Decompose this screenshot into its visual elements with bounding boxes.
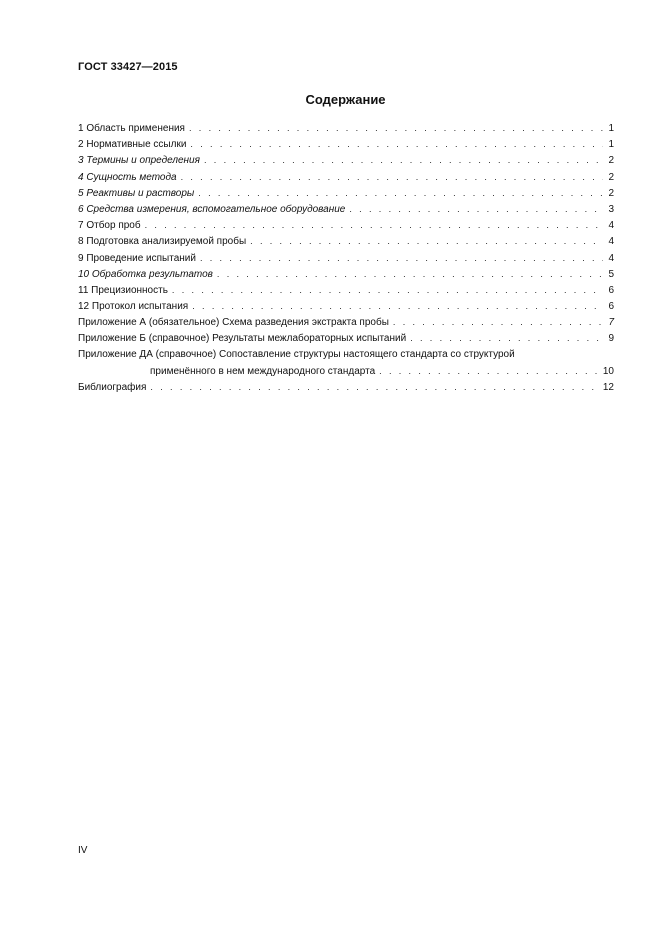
- toc-entry-page: 3: [608, 203, 614, 215]
- toc-entry-label: Библиография: [78, 382, 147, 393]
- toc-entry[interactable]: [78, 217, 614, 233]
- toc-entry-page: 1: [608, 123, 614, 134]
- toc-entry-page: 2: [608, 155, 614, 167]
- toc-entry-appendix-da-line1[interactable]: [78, 347, 614, 363]
- toc-entry[interactable]: [78, 185, 614, 201]
- toc-entry-label: Приложение А (обязательное) Схема разведения экстракта пробы: [78, 317, 389, 329]
- standard-id-header: ГОСТ 33427—2015: [78, 61, 178, 73]
- table-of-contents: [78, 120, 614, 395]
- toc-entry[interactable]: [78, 282, 614, 298]
- toc-entry-label: 6 Средства измерения, вспомогательное оборудование: [78, 203, 346, 215]
- toc-entry[interactable]: [78, 120, 614, 136]
- toc-entry-appendix-da-line2[interactable]: [78, 363, 614, 379]
- toc-entry-label: 10 Обработка результатов: [78, 268, 213, 280]
- toc-entry-bibliography[interactable]: [78, 379, 614, 395]
- toc-leader-dots: [204, 152, 603, 168]
- toc-entry[interactable]: [78, 330, 614, 346]
- toc-entry-page: 4: [608, 220, 614, 232]
- toc-entry-page: 10: [602, 365, 614, 377]
- toc-entry-label: 8 Подготовка анализируемой пробы: [78, 236, 247, 248]
- toc-leader-dots: [150, 379, 599, 395]
- toc-entry-label: 9 Проведение испытаний: [78, 252, 196, 264]
- toc-entry[interactable]: [78, 298, 614, 314]
- toc-entry[interactable]: [78, 169, 614, 185]
- toc-leader-dots: [217, 266, 603, 282]
- toc-entry[interactable]: [78, 233, 614, 249]
- toc-entry-label: 7 Отбор проб: [78, 220, 141, 232]
- toc-entry-label: Приложение ДА (справочное) Сопоставление структуры настоящего стандарта со структурой: [78, 348, 515, 360]
- toc-entry-label: 3 Термины и определения: [78, 155, 200, 167]
- toc-entry[interactable]: [78, 314, 614, 330]
- toc-leader-dots: [198, 185, 603, 201]
- toc-entry-page: 9: [608, 333, 614, 345]
- toc-title: Содержание: [305, 92, 386, 107]
- toc-leader-dots: [172, 282, 603, 298]
- toc-leader-dots: [349, 201, 603, 217]
- toc-entry-label: 12 Протокол испытания: [78, 301, 189, 313]
- toc-entry-page: 4: [608, 252, 614, 264]
- toc-leader-dots: [410, 330, 603, 346]
- toc-entry-page: 5: [608, 268, 614, 280]
- toc-leader-dots: [189, 120, 603, 136]
- toc-leader-dots: [250, 233, 603, 249]
- toc-entry-page: 7: [608, 317, 614, 329]
- toc-entry-page: 6: [608, 301, 614, 313]
- toc-entry[interactable]: [78, 250, 614, 266]
- toc-entry-label: 5 Реактивы и растворы: [78, 187, 195, 199]
- toc-leader-dots: [200, 250, 603, 266]
- toc-entry[interactable]: [78, 136, 614, 152]
- toc-leader-dots: [192, 298, 603, 314]
- toc-entry-label: 4 Сущность метода: [78, 171, 177, 183]
- toc-entry-page: 2: [608, 171, 614, 183]
- toc-entry-label: 1 Область применения: [78, 123, 185, 134]
- toc-leader-dots: [190, 136, 603, 152]
- toc-entry-label: 11 Прецизионность: [78, 284, 168, 296]
- page-number: IV: [78, 845, 88, 856]
- toc-entry[interactable]: [78, 152, 614, 168]
- toc-leader-dots: [145, 217, 603, 233]
- toc-entry-page: 12: [602, 382, 614, 393]
- toc-entry-page: 4: [608, 236, 614, 248]
- toc-entry-page: 2: [608, 187, 614, 199]
- toc-leader-dots: [393, 314, 603, 330]
- toc-entry-label: Приложение Б (справочное) Результаты межлабораторных испытаний: [78, 333, 407, 345]
- toc-entry[interactable]: [78, 266, 614, 282]
- toc-entry-label: 2 Нормативные ссылки: [78, 139, 187, 151]
- toc-entry[interactable]: [78, 201, 614, 217]
- toc-leader-dots: [379, 363, 600, 379]
- toc-entry-label: применённого в нем международного стандарта: [150, 365, 376, 377]
- toc-entry-page: 1: [608, 139, 614, 151]
- toc-leader-dots: [181, 169, 603, 185]
- toc-entry-page: 6: [608, 284, 614, 296]
